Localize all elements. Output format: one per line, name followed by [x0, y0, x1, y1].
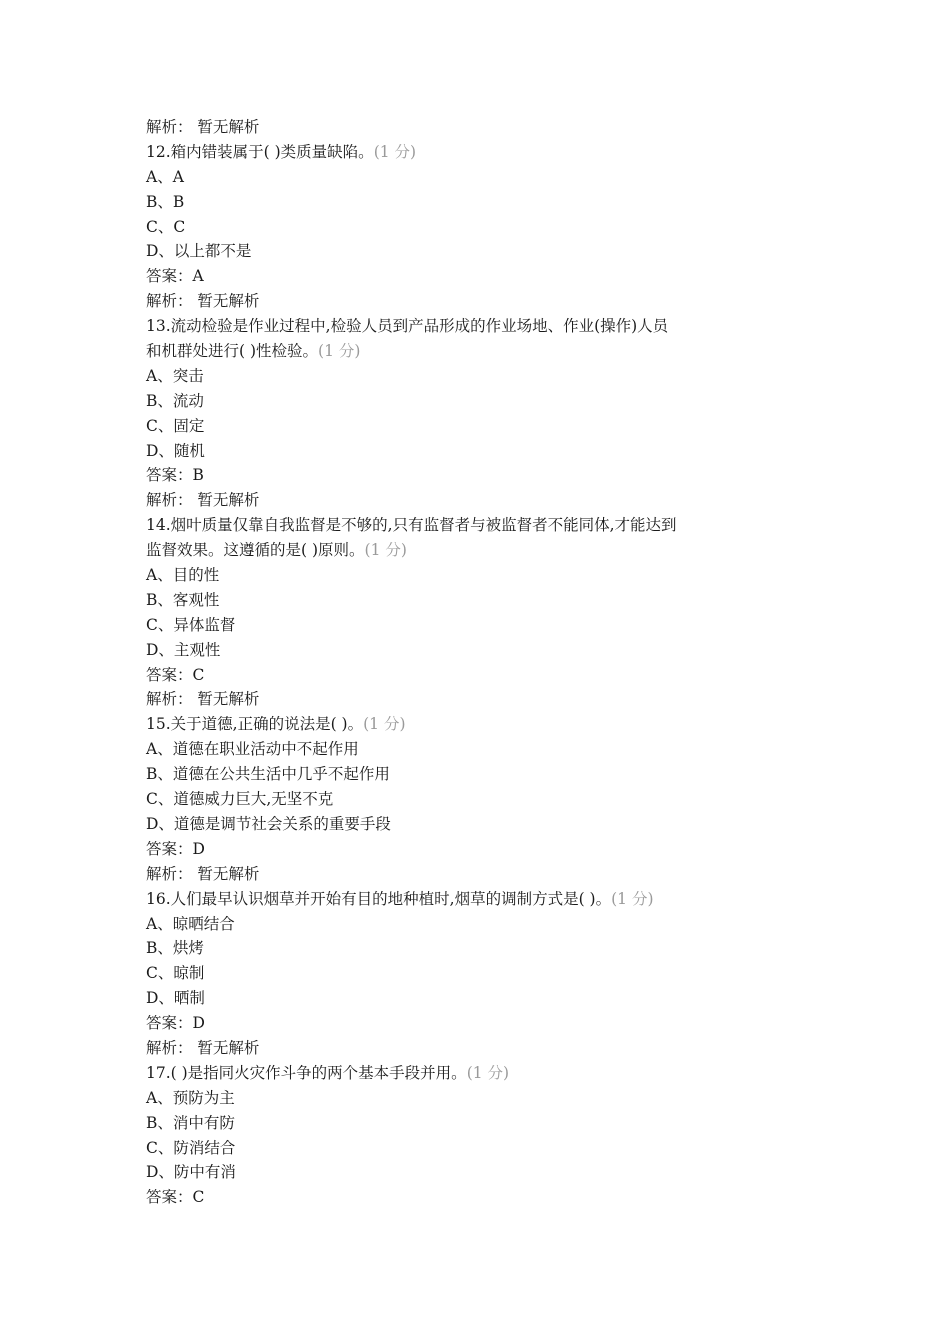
option-a: A、目的性 [146, 566, 220, 585]
answer-line: 答案：A [146, 267, 204, 286]
option-a: A、突击 [146, 366, 204, 385]
option-b: B、客观性 [146, 590, 220, 609]
option-d: D、晒制 [146, 989, 205, 1008]
question-stem: 14.烟叶质量仅靠自我监督是不够的,只有监督者与被监督者不能同体,才能达到 [146, 516, 677, 535]
answer-line: 答案：C [146, 665, 205, 684]
option-b: B、流动 [146, 391, 204, 410]
option-d: D、随机 [146, 441, 205, 460]
question-stem: 和机群处进行( )性检验。 [146, 342, 319, 361]
option-b: B、B [146, 192, 185, 211]
question-block [146, 887, 826, 1061]
question-text [146, 887, 826, 912]
option-d: D、以上都不是 [146, 242, 252, 261]
option-c: C、晾制 [146, 964, 205, 983]
option-a: A、道德在职业活动中不起作用 [146, 740, 359, 759]
analysis-line: 解析： 暂无解析 [146, 491, 260, 510]
option-c: C、道德威力巨大,无坚不克 [146, 790, 334, 809]
analysis-line: 解析： 暂无解析 [146, 1038, 260, 1057]
analysis-line: 解析： 暂无解析 [146, 864, 260, 883]
question-text [146, 538, 826, 563]
analysis-line: 解析： 暂无解析 [146, 118, 260, 136]
answer-line: 答案：D [146, 839, 205, 858]
question-text [146, 339, 826, 364]
question-stem: 17.( )是指同火灾作斗争的两个基本手段并用。 [146, 1063, 467, 1082]
question-stem: 监督效果。这遵循的是( )原则。 [146, 541, 365, 560]
score-label: (1 分) [318, 342, 361, 361]
question-stem: 15.关于道德,正确的说法是( )。 [146, 715, 364, 734]
score-label: (1 分) [364, 541, 407, 560]
question-stem: 16.人们最早认识烟草并开始有目的地种植时,烟草的调制方式是( )。 [146, 889, 612, 908]
option-c: C、固定 [146, 416, 205, 435]
question-block [146, 140, 826, 314]
document-page [146, 115, 826, 1210]
option-d: D、道德是调节社会关系的重要手段 [146, 814, 391, 833]
question-block [146, 513, 826, 712]
option-b: B、烘烤 [146, 939, 204, 958]
answer-line: 答案：B [146, 466, 204, 485]
score-label: (1 分) [466, 1063, 510, 1082]
analysis-line: 解析： 暂无解析 [146, 292, 260, 311]
question-block [146, 314, 826, 513]
analysis-line: 解析： 暂无解析 [146, 690, 260, 709]
option-b: B、道德在公共生活中几乎不起作用 [146, 765, 390, 784]
option-d: D、防中有消 [146, 1163, 236, 1182]
score-label: (1 分) [611, 889, 654, 908]
answer-line: 答案：D [146, 1014, 205, 1033]
question-block [146, 1061, 826, 1210]
question-text [146, 1061, 826, 1086]
question-text [146, 712, 826, 737]
answer-line: 答案：C [146, 1188, 205, 1207]
option-c: C、防消结合 [146, 1138, 236, 1157]
option-a: A、A [146, 167, 184, 186]
question-text [146, 140, 826, 165]
option-b: B、消中有防 [146, 1113, 235, 1132]
score-label: (1 分) [373, 142, 417, 161]
option-c: C、异体监督 [146, 615, 236, 634]
option-a: A、预防为主 [146, 1088, 235, 1107]
score-label: (1 分) [363, 715, 406, 734]
option-a: A、晾晒结合 [146, 914, 235, 933]
option-c: C、C [146, 217, 186, 236]
question-block [146, 712, 826, 886]
question-stem: 13.流动检验是作业过程中,检验人员到产品形成的作业场地、作业(操作)人员 [146, 317, 669, 336]
question-stem: 12.箱内错装属于( )类质量缺陷。 [146, 142, 374, 161]
option-d: D、主观性 [146, 640, 221, 659]
